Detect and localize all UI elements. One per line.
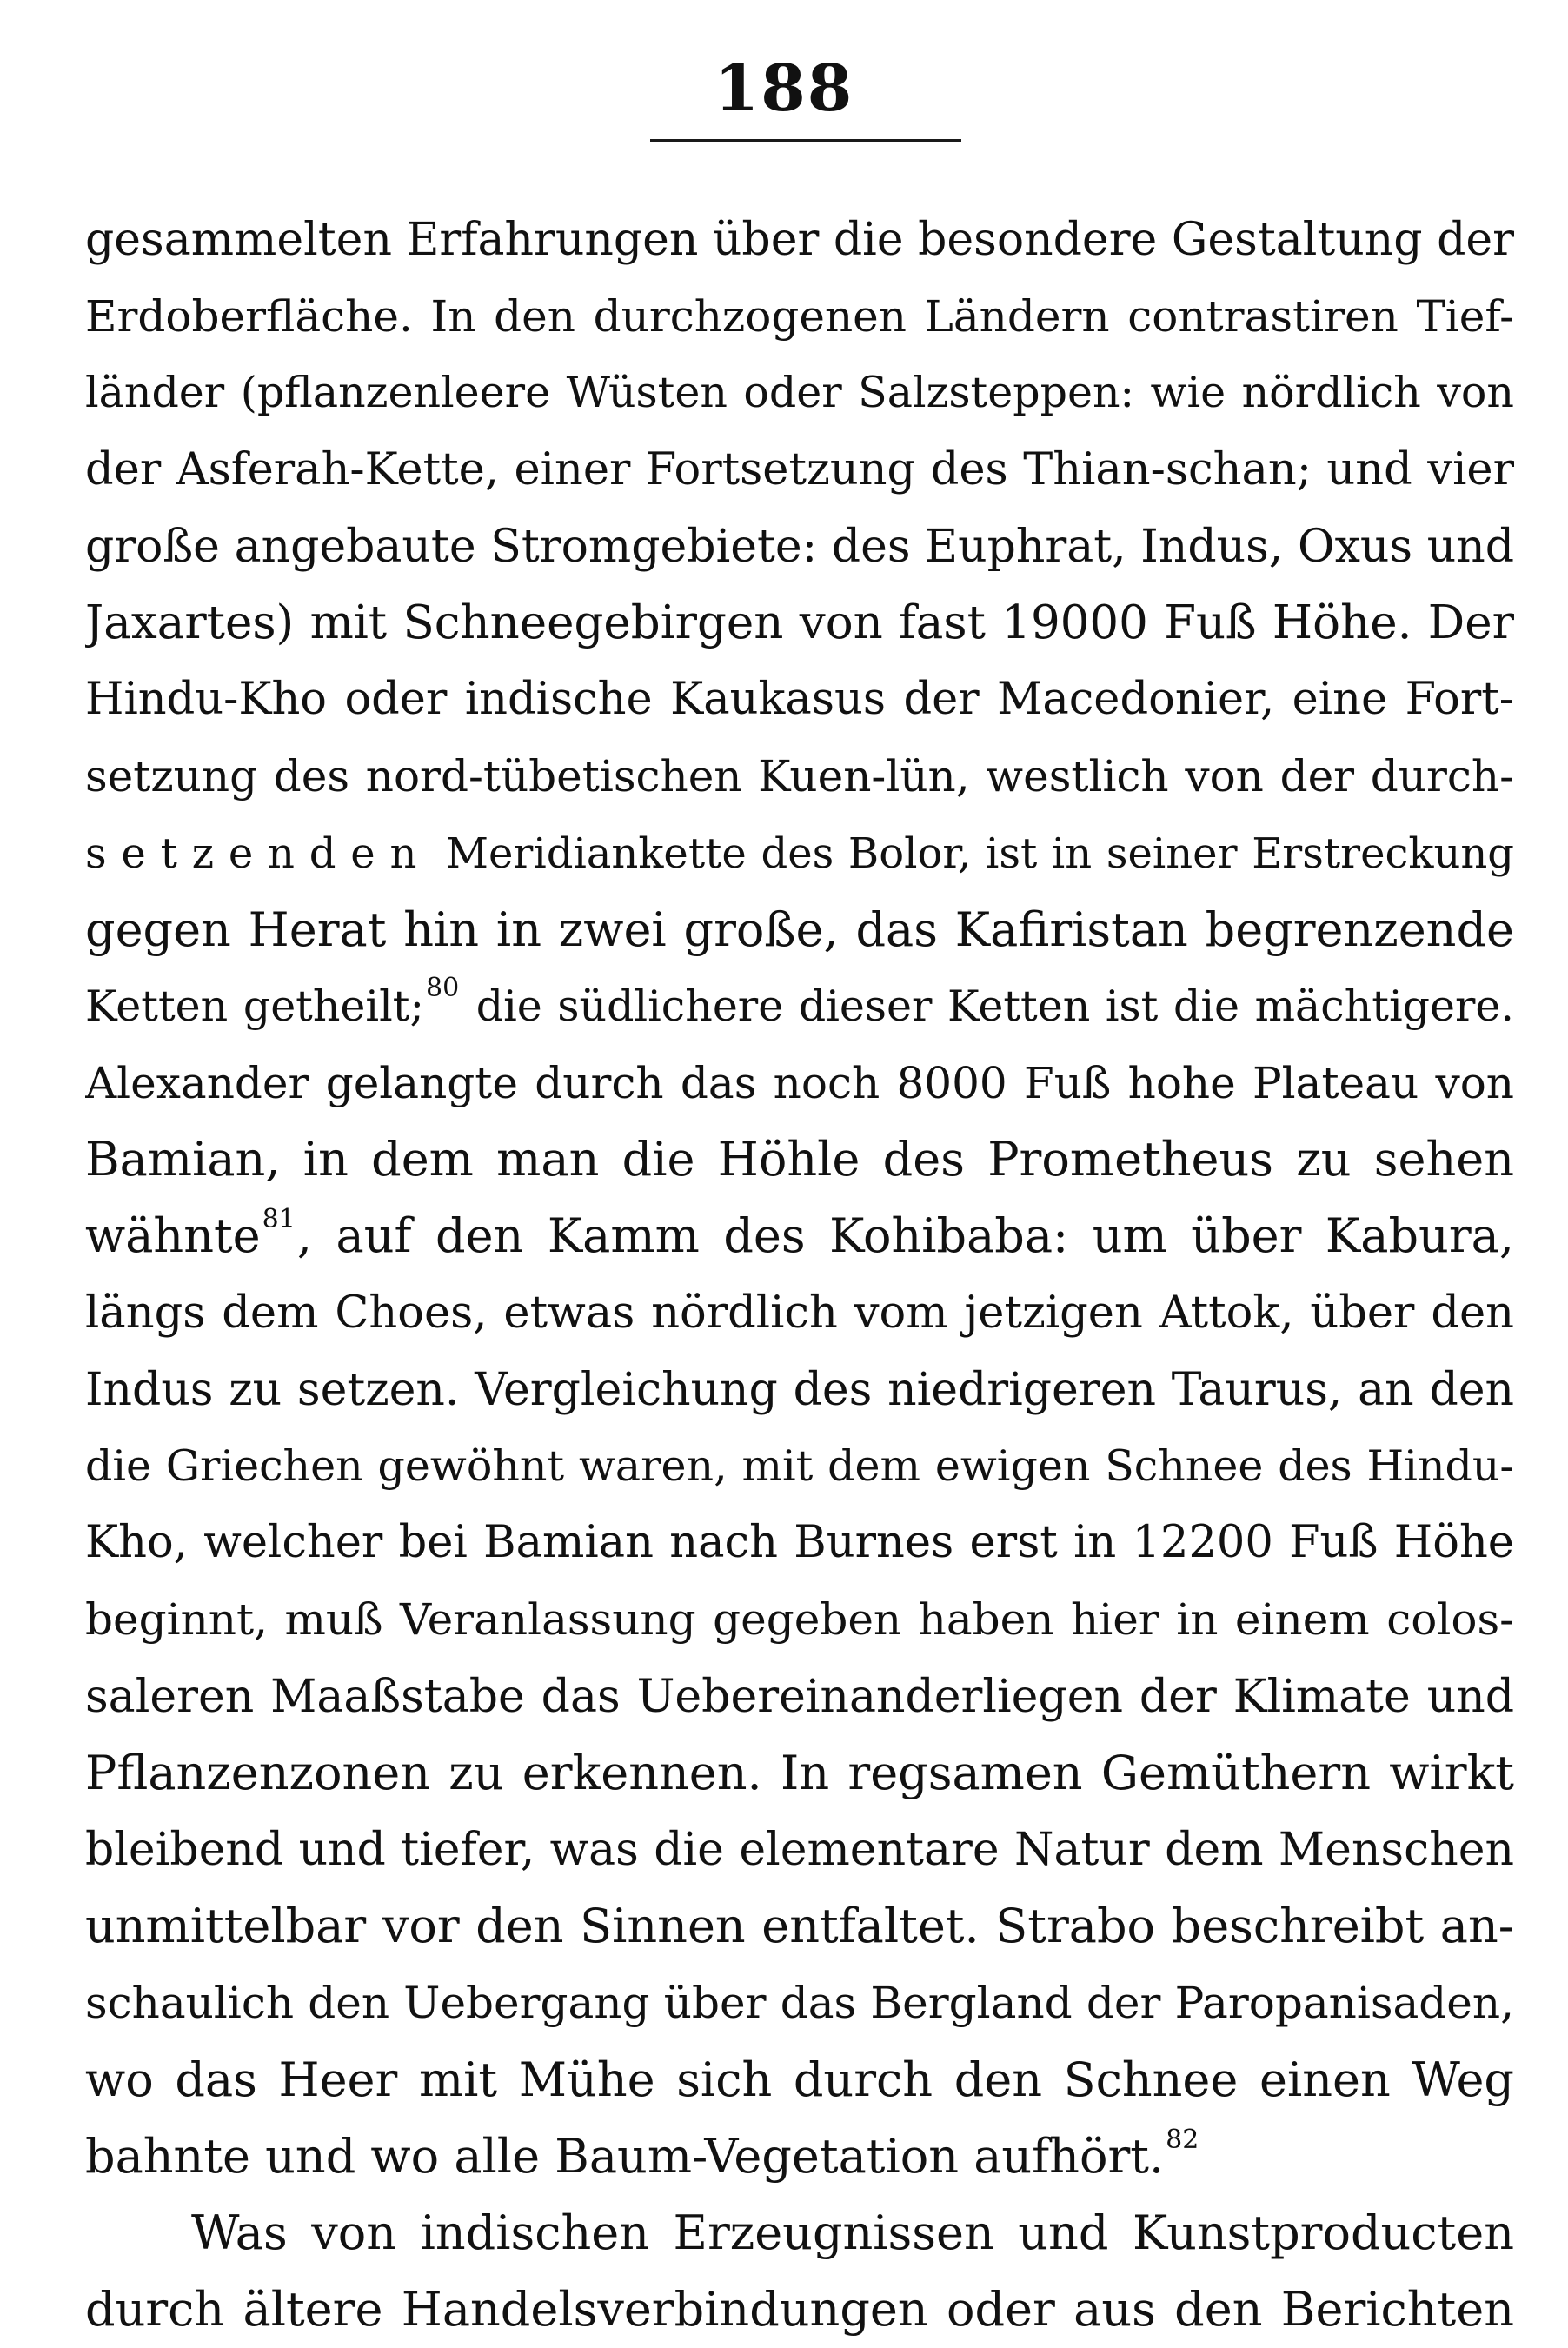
text-line: Jaxartes) mit Schneegebirgen von fast 19000 Fuß Höhe. Der bbox=[85, 595, 1514, 649]
line-text: Ketten getheilt; bbox=[85, 981, 424, 1031]
text-line: unmittelbar vor den Sinnen entfaltet. Strabo beschreibt an- bbox=[85, 1899, 1514, 1954]
footnote-marker: 81 bbox=[262, 1204, 296, 1235]
footnote-marker: 80 bbox=[425, 972, 460, 1003]
text-line: beginnt, muß Veranlassung gegeben haben hier in einem colos- bbox=[85, 1594, 1514, 1646]
text-line: Alexander gelangte durch das noch 8000 Fuß hohe Plateau von bbox=[85, 1058, 1514, 1109]
header-rule bbox=[650, 139, 961, 142]
text-line: Erdoberfläche. In den durchzogenen Ländern contrastiren Tief- bbox=[85, 291, 1514, 343]
text-line: Indus zu setzen. Vergleichung des niedrigeren Taurus, an den bbox=[85, 1363, 1514, 1416]
text-line: Hindu-Kho oder indische Kaukasus der Macedonier, eine Fort- bbox=[85, 674, 1514, 726]
text-line bbox=[85, 815, 1514, 892]
footnote-marker: 82 bbox=[1166, 2124, 1199, 2155]
text-line: länder (pflanzenleere Wüsten oder Salzsteppen: wie nördlich von bbox=[85, 368, 1514, 418]
text-line: gesammelten Erfahrungen über die besondere Gestaltung der bbox=[85, 214, 1514, 266]
text-line: wo das Heer mit Mühe sich durch den Schnee einen Weg bbox=[85, 2052, 1514, 2107]
text-line: Was von indischen Erzeugnissen und Kunstproducten bbox=[191, 2205, 1514, 2260]
line-text: Meridiankette des Bolor, ist in seiner Erstreckung bbox=[431, 828, 1514, 878]
text-line: setzung des nord-tübetischen Kuen-lün, westlich von der durch- bbox=[85, 751, 1514, 802]
text-line: gegen Herat hin in zwei große, das Kafiristan begrenzende bbox=[85, 901, 1514, 957]
paragraph-1 bbox=[85, 202, 1514, 2195]
text-line: saleren Maaßstabe das Uebereinanderliegen der Klimate und bbox=[85, 1670, 1514, 1723]
text-line: Bamian, in dem man die Höhle des Prometheus zu sehen bbox=[85, 1132, 1514, 1187]
text-line: große angebaute Stromgebiete: des Euphrat, Indus, Oxus und bbox=[85, 520, 1514, 573]
body-text bbox=[85, 202, 1514, 2348]
line-text: die südlichere dieser Ketten ist die mächtigere. bbox=[461, 981, 1514, 1031]
text-line: Kho, welcher bei Bamian nach Burnes erst in 12200 Fuß Höhe bbox=[85, 1517, 1514, 1569]
text-line: die Griechen gewöhnt waren, mit dem ewigen Schnee des Hindu- bbox=[85, 1441, 1514, 1491]
line-text: , auf den Kamm des Kohibaba: um über Kabura, bbox=[296, 1208, 1514, 1264]
line-text: bahnte und wo alle Baum-Vegetation aufhört. bbox=[85, 2128, 1165, 2184]
emphasized-word: setzenden bbox=[85, 828, 432, 878]
paragraph-2 bbox=[85, 2195, 1514, 2348]
text-line: der Asferah-Kette, einer Fortsetzung des Thian-schan; und vier bbox=[85, 443, 1514, 496]
text-line: durch ältere Handelsverbindungen oder aus den Berichten bbox=[85, 2282, 1514, 2338]
text-line: bleibend und tiefer, was die elementare Natur dem Menschen bbox=[85, 1823, 1514, 1876]
text-line bbox=[85, 1198, 1514, 1274]
line-text: wähnte bbox=[85, 1208, 261, 1264]
text-line: schaulich den Uebergang über das Bergland der Paropanisaden, bbox=[85, 1978, 1514, 2029]
text-line: längs dem Choes, etwas nördlich vom jetzigen Attok, über den bbox=[85, 1287, 1514, 1339]
text-line bbox=[85, 2119, 1514, 2195]
text-line bbox=[85, 968, 1514, 1045]
text-line: Pflanzenzonen zu erkennen. In regsamen Gemüthern wirkt bbox=[85, 1745, 1514, 1800]
page-number: 188 bbox=[714, 51, 854, 126]
